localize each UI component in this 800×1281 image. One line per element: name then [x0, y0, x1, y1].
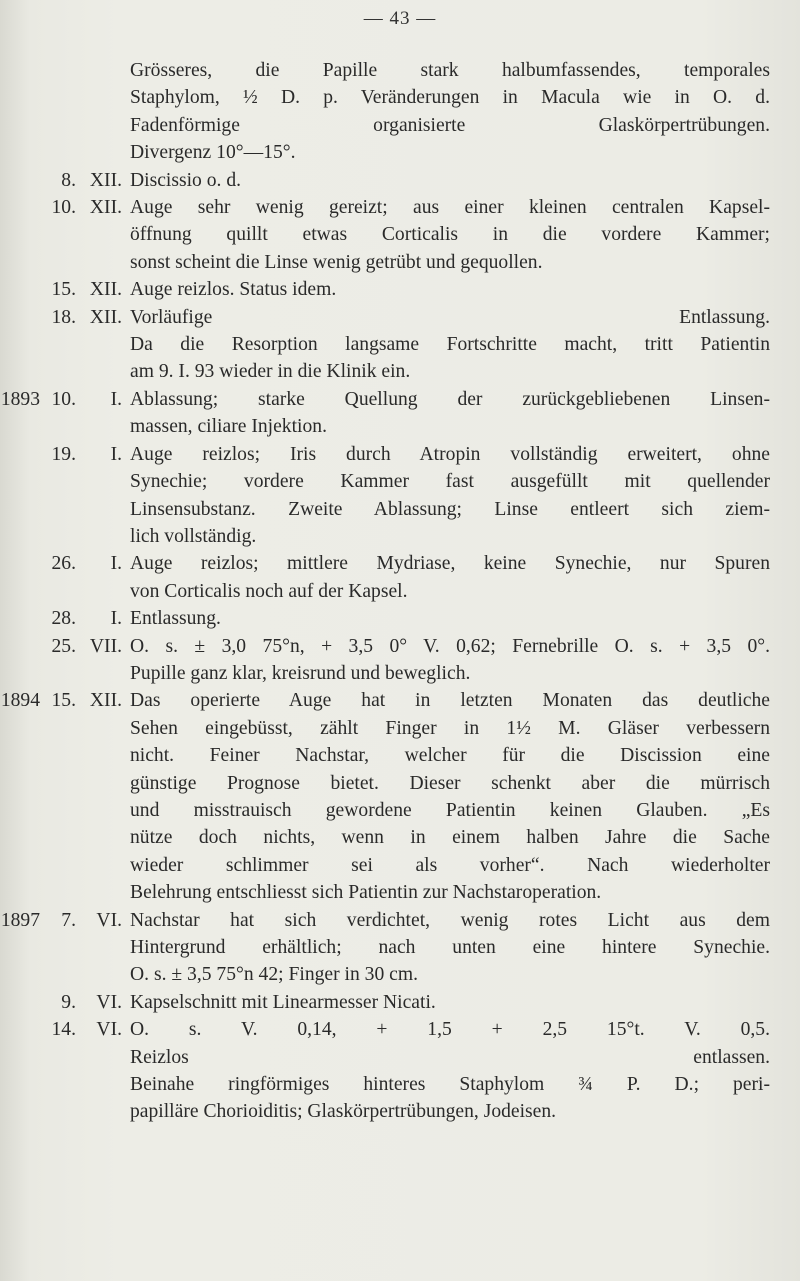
entry-body — [130, 167, 770, 194]
journal-entry — [0, 633, 800, 688]
journal-entry — [0, 605, 800, 632]
journal-entry — [0, 989, 800, 1016]
text-line: Divergenz 10°—15°. — [130, 142, 296, 164]
entry-month: XII. — [89, 306, 122, 328]
text-line: Belehrung entschliesst sich Patientin zur Nachstaroperation. — [130, 882, 602, 904]
entry-day: 26. — [51, 553, 76, 575]
journal-entry — [0, 57, 800, 167]
text-line: Da die Resorption langsame Fortschritte macht, tritt Patientin — [130, 334, 770, 356]
text-line: Auge reizlos; Iris durch Atropin vollständig erweitert, ohne — [130, 443, 770, 465]
entry-body — [130, 687, 770, 906]
entry-year: 1897 — [0, 909, 40, 931]
text-line: Nachstar hat sich verdichtet, wenig rotes Licht aus dem — [130, 909, 770, 931]
entry-body — [130, 194, 770, 276]
entry-day: 15. — [51, 279, 76, 301]
entry-day: 14. — [51, 1019, 76, 1041]
journal-entry — [0, 550, 800, 605]
entry-body — [130, 907, 770, 989]
entry-body — [130, 441, 770, 551]
entry-month: I. — [110, 388, 122, 410]
entry-day: 8. — [61, 169, 76, 191]
entry-month: XII. — [89, 197, 122, 219]
text-line: Vorläufige Entlassung. — [130, 306, 770, 328]
text-line: Fadenförmige organisierte Glaskörpertrübungen. — [130, 114, 770, 136]
entry-day: 19. — [51, 443, 76, 465]
text-line: nicht. Feiner Nachstar, welcher für die Discission eine — [130, 745, 770, 767]
text-line: Entlassung. — [130, 608, 221, 630]
journal-entry — [0, 276, 800, 303]
entry-day: 10. — [51, 197, 76, 219]
journal-entry — [0, 441, 800, 551]
entry-day: 9. — [61, 991, 76, 1013]
journal-entry — [0, 304, 800, 386]
journal-entry — [0, 907, 800, 989]
entry-day: 10. — [51, 388, 76, 410]
entry-body — [130, 386, 770, 441]
text-line: Auge sehr wenig gereizt; aus einer kleinen centralen Kapsel- — [130, 197, 770, 219]
entry-body — [130, 605, 770, 632]
entry-day: 25. — [51, 635, 76, 657]
text-line: O. s. ± 3,5 75°n 42; Finger in 30 cm. — [130, 964, 418, 986]
entry-year: 1893 — [0, 388, 40, 410]
journal-entry — [0, 194, 800, 276]
text-line: von Corticalis noch auf der Kapsel. — [130, 580, 408, 602]
text-line: Staphylom, ½ D. p. Veränderungen in Macula wie in O. d. — [130, 87, 770, 109]
entry-body — [130, 989, 770, 1016]
text-line: Beinahe ringförmiges hinteres Staphylom ¾ P. D.; peri- — [130, 1074, 770, 1096]
entry-body — [130, 1016, 770, 1126]
entry-month: VII. — [89, 635, 122, 657]
entry-day: 18. — [51, 306, 76, 328]
text-line: Pupille ganz klar, kreisrund und beweglich. — [130, 662, 471, 684]
text-line: O. s. ± 3,0 75°n, + 3,5 0° V. 0,62; Fernebrille O. s. + 3,5 0°. — [130, 635, 770, 657]
text-line: lich vollständig. — [130, 525, 257, 547]
text-line: sonst scheint die Linse wenig getrübt und gequollen. — [130, 251, 543, 273]
text-line: Reizlos entlassen. — [130, 1046, 770, 1068]
entry-day: 15. — [51, 690, 76, 712]
text-line: am 9. I. 93 wieder in die Klinik ein. — [130, 361, 411, 383]
journal-entry — [0, 386, 800, 441]
entry-month: XII. — [89, 279, 122, 301]
page-number: — 43 — — [363, 8, 437, 29]
text-line: Auge reizlos; mittlere Mydriase, keine Synechie, nur Spuren — [130, 553, 770, 575]
entry-month: VI. — [96, 991, 122, 1013]
entry-month: I. — [110, 608, 122, 630]
text-line: Grösseres, die Papille stark halbumfassendes, temporales — [130, 60, 770, 81]
journal-entry — [0, 687, 800, 906]
entry-day: 7. — [61, 909, 76, 931]
entry-month: I. — [110, 443, 122, 465]
entry-body — [130, 276, 770, 303]
entry-body — [130, 304, 770, 386]
journal-entry — [0, 1016, 800, 1126]
text-line: Discissio o. d. — [130, 169, 242, 191]
entry-body — [130, 633, 770, 688]
text-line: Ablassung; starke Quellung der zurückgebliebenen Linsen- — [130, 388, 770, 410]
text-line: Sehen eingebüsst, zählt Finger in 1½ M. Gläser verbessern — [130, 717, 770, 739]
entry-month: VI. — [96, 909, 122, 931]
entry-body — [130, 57, 770, 167]
text-line: Kapselschnitt mit Linearmesser Nicati. — [130, 991, 436, 1013]
entry-month: VI. — [96, 1019, 122, 1041]
text-line: öffnung quillt etwas Corticalis in die vordere Kammer; — [130, 224, 770, 246]
text-line: papilläre Chorioiditis; Glaskörpertrübungen, Jodeisen. — [130, 1101, 557, 1123]
entry-month: I. — [110, 553, 122, 575]
journal-text — [0, 57, 800, 1126]
entry-body — [130, 550, 770, 605]
text-line: Synechie; vordere Kammer fast ausgefüllt mit quellender — [130, 471, 770, 493]
text-line: Linsensubstanz. Zweite Ablassung; Linse entleert sich ziem- — [130, 498, 770, 520]
text-line: massen, ciliare Injektion. — [130, 416, 327, 438]
text-line: Hintergrund erhältlich; nach unten eine hintere Synechie. — [130, 937, 770, 958]
text-line: O. s. V. 0,14, + 1,5 + 2,5 15°t. V. 0,5. — [130, 1019, 770, 1041]
text-line: wieder schlimmer sei als vorher“. Nach wiederholter — [130, 854, 770, 876]
text-line: nütze doch nichts, wenn in einem halben Jahre die Sache — [130, 827, 770, 849]
entry-month: XII. — [89, 690, 122, 712]
entry-day: 28. — [51, 608, 76, 630]
entry-month: XII. — [89, 169, 122, 191]
journal-entry — [0, 167, 800, 194]
text-line: Das operierte Auge hat in letzten Monaten das deutliche — [130, 690, 770, 712]
text-line: und misstrauisch gewordene Patientin keinen Glauben. „Es — [130, 799, 770, 821]
text-line: Auge reizlos. Status idem. — [130, 279, 337, 301]
text-line: günstige Prognose bietet. Dieser schenkt aber die mürrisch — [130, 772, 770, 794]
entry-year: 1894 — [0, 690, 40, 712]
